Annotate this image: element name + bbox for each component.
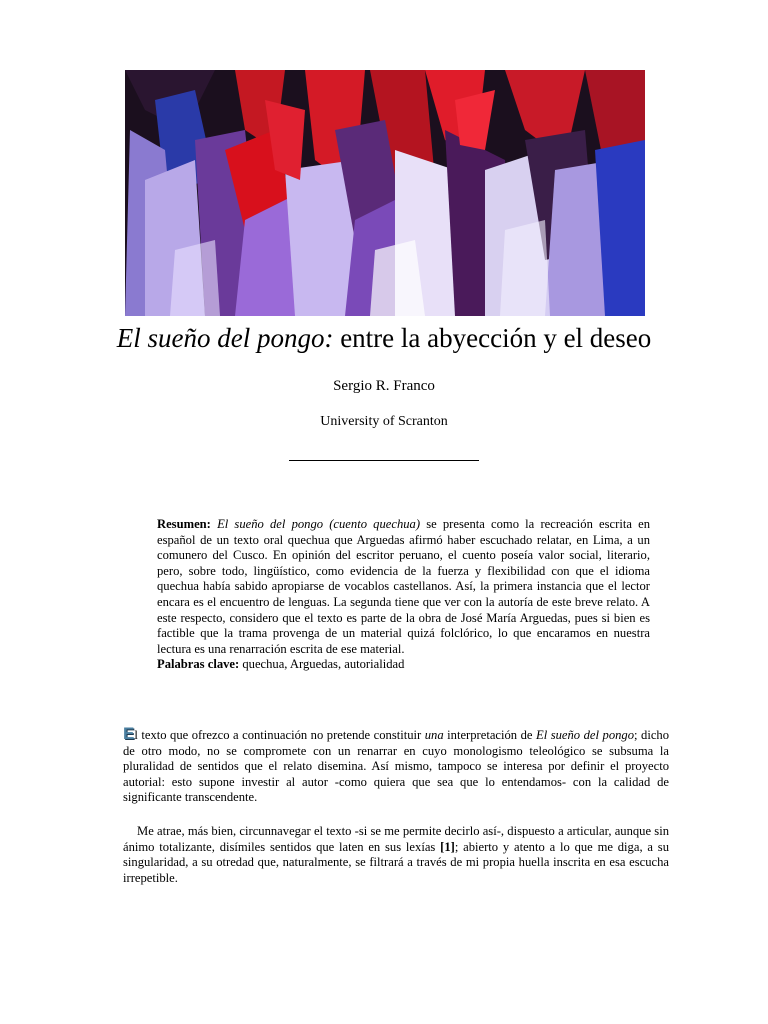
paragraph-text: l texto que ofrezco a continuación no pretende constituir	[134, 728, 425, 742]
article-title	[0, 322, 768, 354]
header-artwork-image	[125, 70, 645, 316]
emphasis-text: una	[424, 728, 444, 742]
footnote-link[interactable]: [1]	[440, 839, 455, 854]
author-affiliation: University of Scranton	[320, 414, 448, 429]
title-divider	[289, 460, 479, 461]
author-name: Sergio R. Franco	[333, 378, 435, 394]
abstract-label: Resumen:	[157, 517, 211, 531]
body-paragraph-2	[123, 824, 669, 886]
abstract-text: se presenta como la recreación escrita en español de un texto oral quechua que Arguedas afirmó haber escuchado relatar, en Lima, a un comunero del Cusco. En opinión del escritor peruano, el cuento poseía valor social, literario, pero, sobre todo, lingüístico, como evidencia de la fuerza y flexibilidad con que el idioma quechua había sabido apropiarse de vocablos castellanos. Así, la primera instancia que el lector encara es el encuentro de lenguas. La segunda tiene que ver con la autoría de este breve relato. A este respecto, considero que el texto es parte de la obra de José María Arguedas, pues si bien es factible que la trama provenga de un material quizá folclórico, lo que encaramos en nuestra lectura es una renarración escrita de ese material.	[157, 517, 650, 656]
article-title-italic: El sueño del pongo:	[116, 323, 334, 353]
paragraph-text: Me atrae, más bien, circunnavegar el texto -si se me permite decirlo así-, dispuesto a articular, aunque sin ánimo totalizante, disímiles sentidos que laten en sus lexías	[123, 824, 669, 854]
paragraph-text: interpretación de	[443, 728, 537, 742]
work-title-text: El sueño del pongo	[536, 728, 635, 742]
abstract-work-title: El sueño del pongo (cuento quechua)	[217, 517, 421, 531]
drop-cap: E	[123, 724, 135, 743]
paragraph-text: ; dicho de otro modo, no se compromete con un renarrar en cuyo monologismo teleológico se subsuma la pluralidad de sentidos que el relato disemina. Así mismo, tampoco se interesa por definir el proyecto autorial: esto supone investir al autor -como quiera que sea que lo entendamos- con la calidad de significante transcendente.	[123, 728, 670, 805]
abstract-block	[157, 517, 650, 673]
keywords-text: quechua, Arguedas, autorialidad	[239, 657, 405, 672]
keywords-label: Palabras clave:	[157, 657, 240, 672]
body-paragraph-1	[123, 726, 669, 806]
abstract-painting-image	[125, 70, 645, 316]
article-title-rest: entre la abyección y el deseo	[333, 323, 652, 353]
paragraph-text: ; abierto y atento a lo que me diga, a su singularidad, a su otredad que, naturalmente, se filtrará a través de mi propia huella inscrita en esa escucha irrepetible.	[123, 839, 669, 885]
